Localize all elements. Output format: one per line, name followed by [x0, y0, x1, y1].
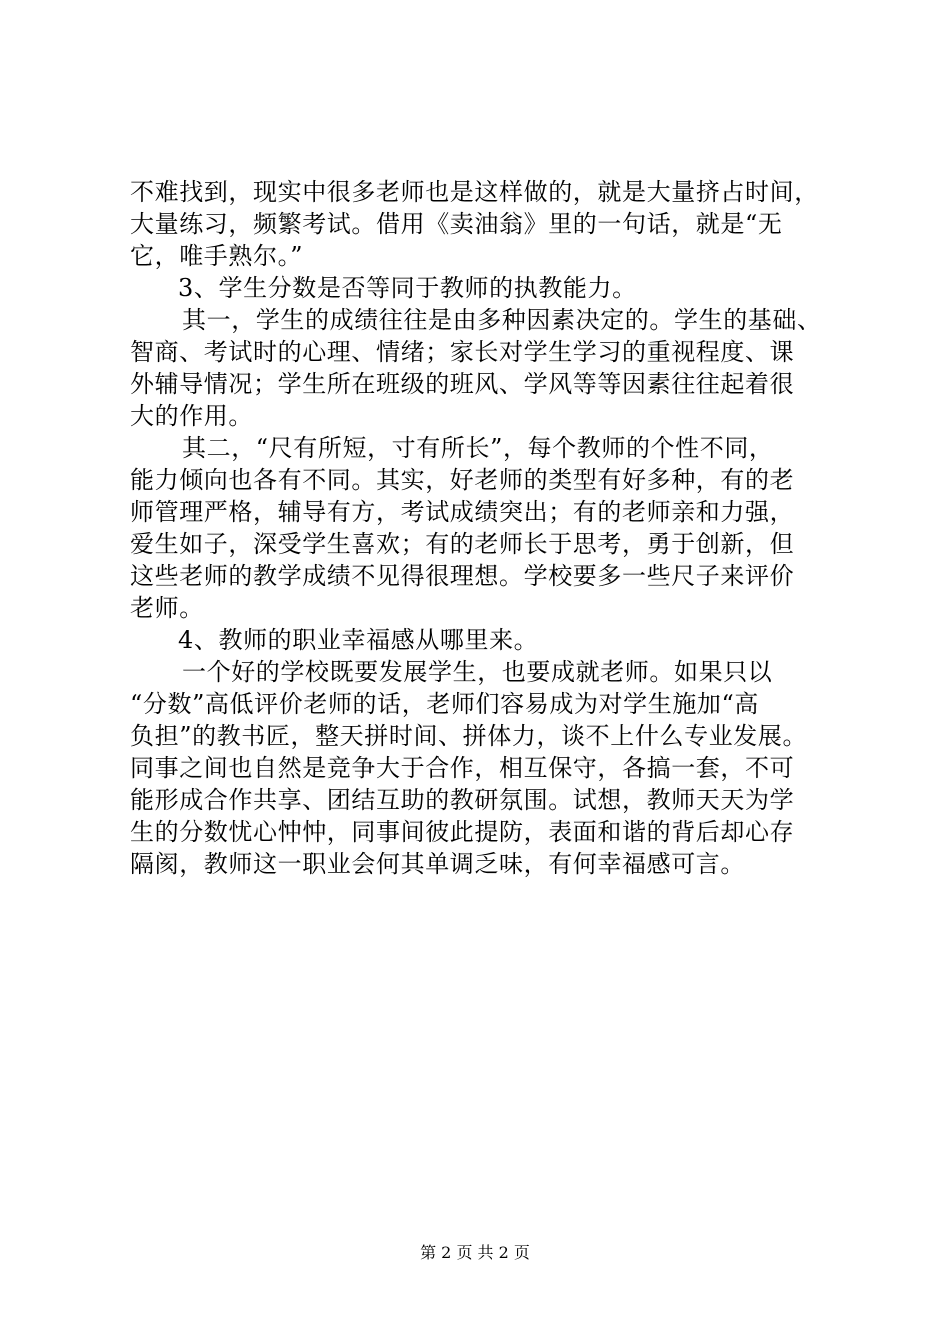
document-body: [130, 176, 830, 880]
text-line: 大量练习，频繁考试。借用《卖油翁》里的一句话，就是“无: [130, 210, 783, 238]
paragraph-first-line: 其二，“尺有所短，寸有所长”，每个教师的个性不同，: [182, 434, 774, 462]
text-line: 不难找到，现实中很多老师也是这样做的，就是大量挤占时间，: [130, 178, 819, 206]
text-line: 能力倾向也各有不同。其实，好老师的类型有好多种，有的老: [130, 466, 795, 494]
text-line: 能形成合作共享、团结互助的教研氛围。试想，教师天天为学: [130, 786, 795, 814]
text-line: 大的作用。: [130, 402, 253, 430]
text-line: 老师。: [130, 594, 204, 622]
text-line: 爱生如子，深受学生喜欢；有的老师长于思考，勇于创新，但: [130, 530, 795, 558]
text-line: 师管理严格，辅导有方，考试成绩突出；有的老师亲和力强，: [130, 498, 795, 526]
text-line: 负担”的教书匠，整天拼时间、拼体力，谈不上什么专业发展。: [130, 722, 808, 750]
text-line: 这些老师的教学成绩不见得很理想。学校要多一些尺子来评价: [130, 562, 795, 590]
text-line: 隔阂，教师这一职业会何其单调乏味，有何幸福感可言。: [130, 850, 745, 878]
text-line: “分数”高低评价老师的话，老师们容易成为对学生施加“高: [130, 690, 760, 718]
text-line: 外辅导情况；学生所在班级的班风、学风等等因素往往起着很: [130, 370, 795, 398]
section-heading-3: 3、学生分数是否等同于教师的执教能力。: [178, 274, 637, 302]
page-footer: [0, 1243, 950, 1263]
page-number-label: 第 2 页 共 2 页: [420, 1243, 530, 1262]
text-line: 生的分数忧心忡忡，同事间彼此提防，表面和谐的背后却心存: [130, 818, 795, 846]
text-line: 它，唯手熟尔。”: [130, 242, 304, 270]
text-line: 同事之间也自然是竞争大于合作，相互保守，各搞一套，不可: [130, 754, 795, 782]
paragraph-first-line: 其一，学生的成绩往往是由多种因素决定的。学生的基础、: [182, 306, 822, 334]
text-line: 智商、考试时的心理、情绪；家长对学生学习的重视程度、课: [130, 338, 795, 366]
paragraph-first-line: 一个好的学校既要发展学生，也要成就老师。如果只以: [182, 658, 773, 686]
section-heading-4: 4、教师的职业幸福感从哪里来。: [178, 626, 539, 654]
